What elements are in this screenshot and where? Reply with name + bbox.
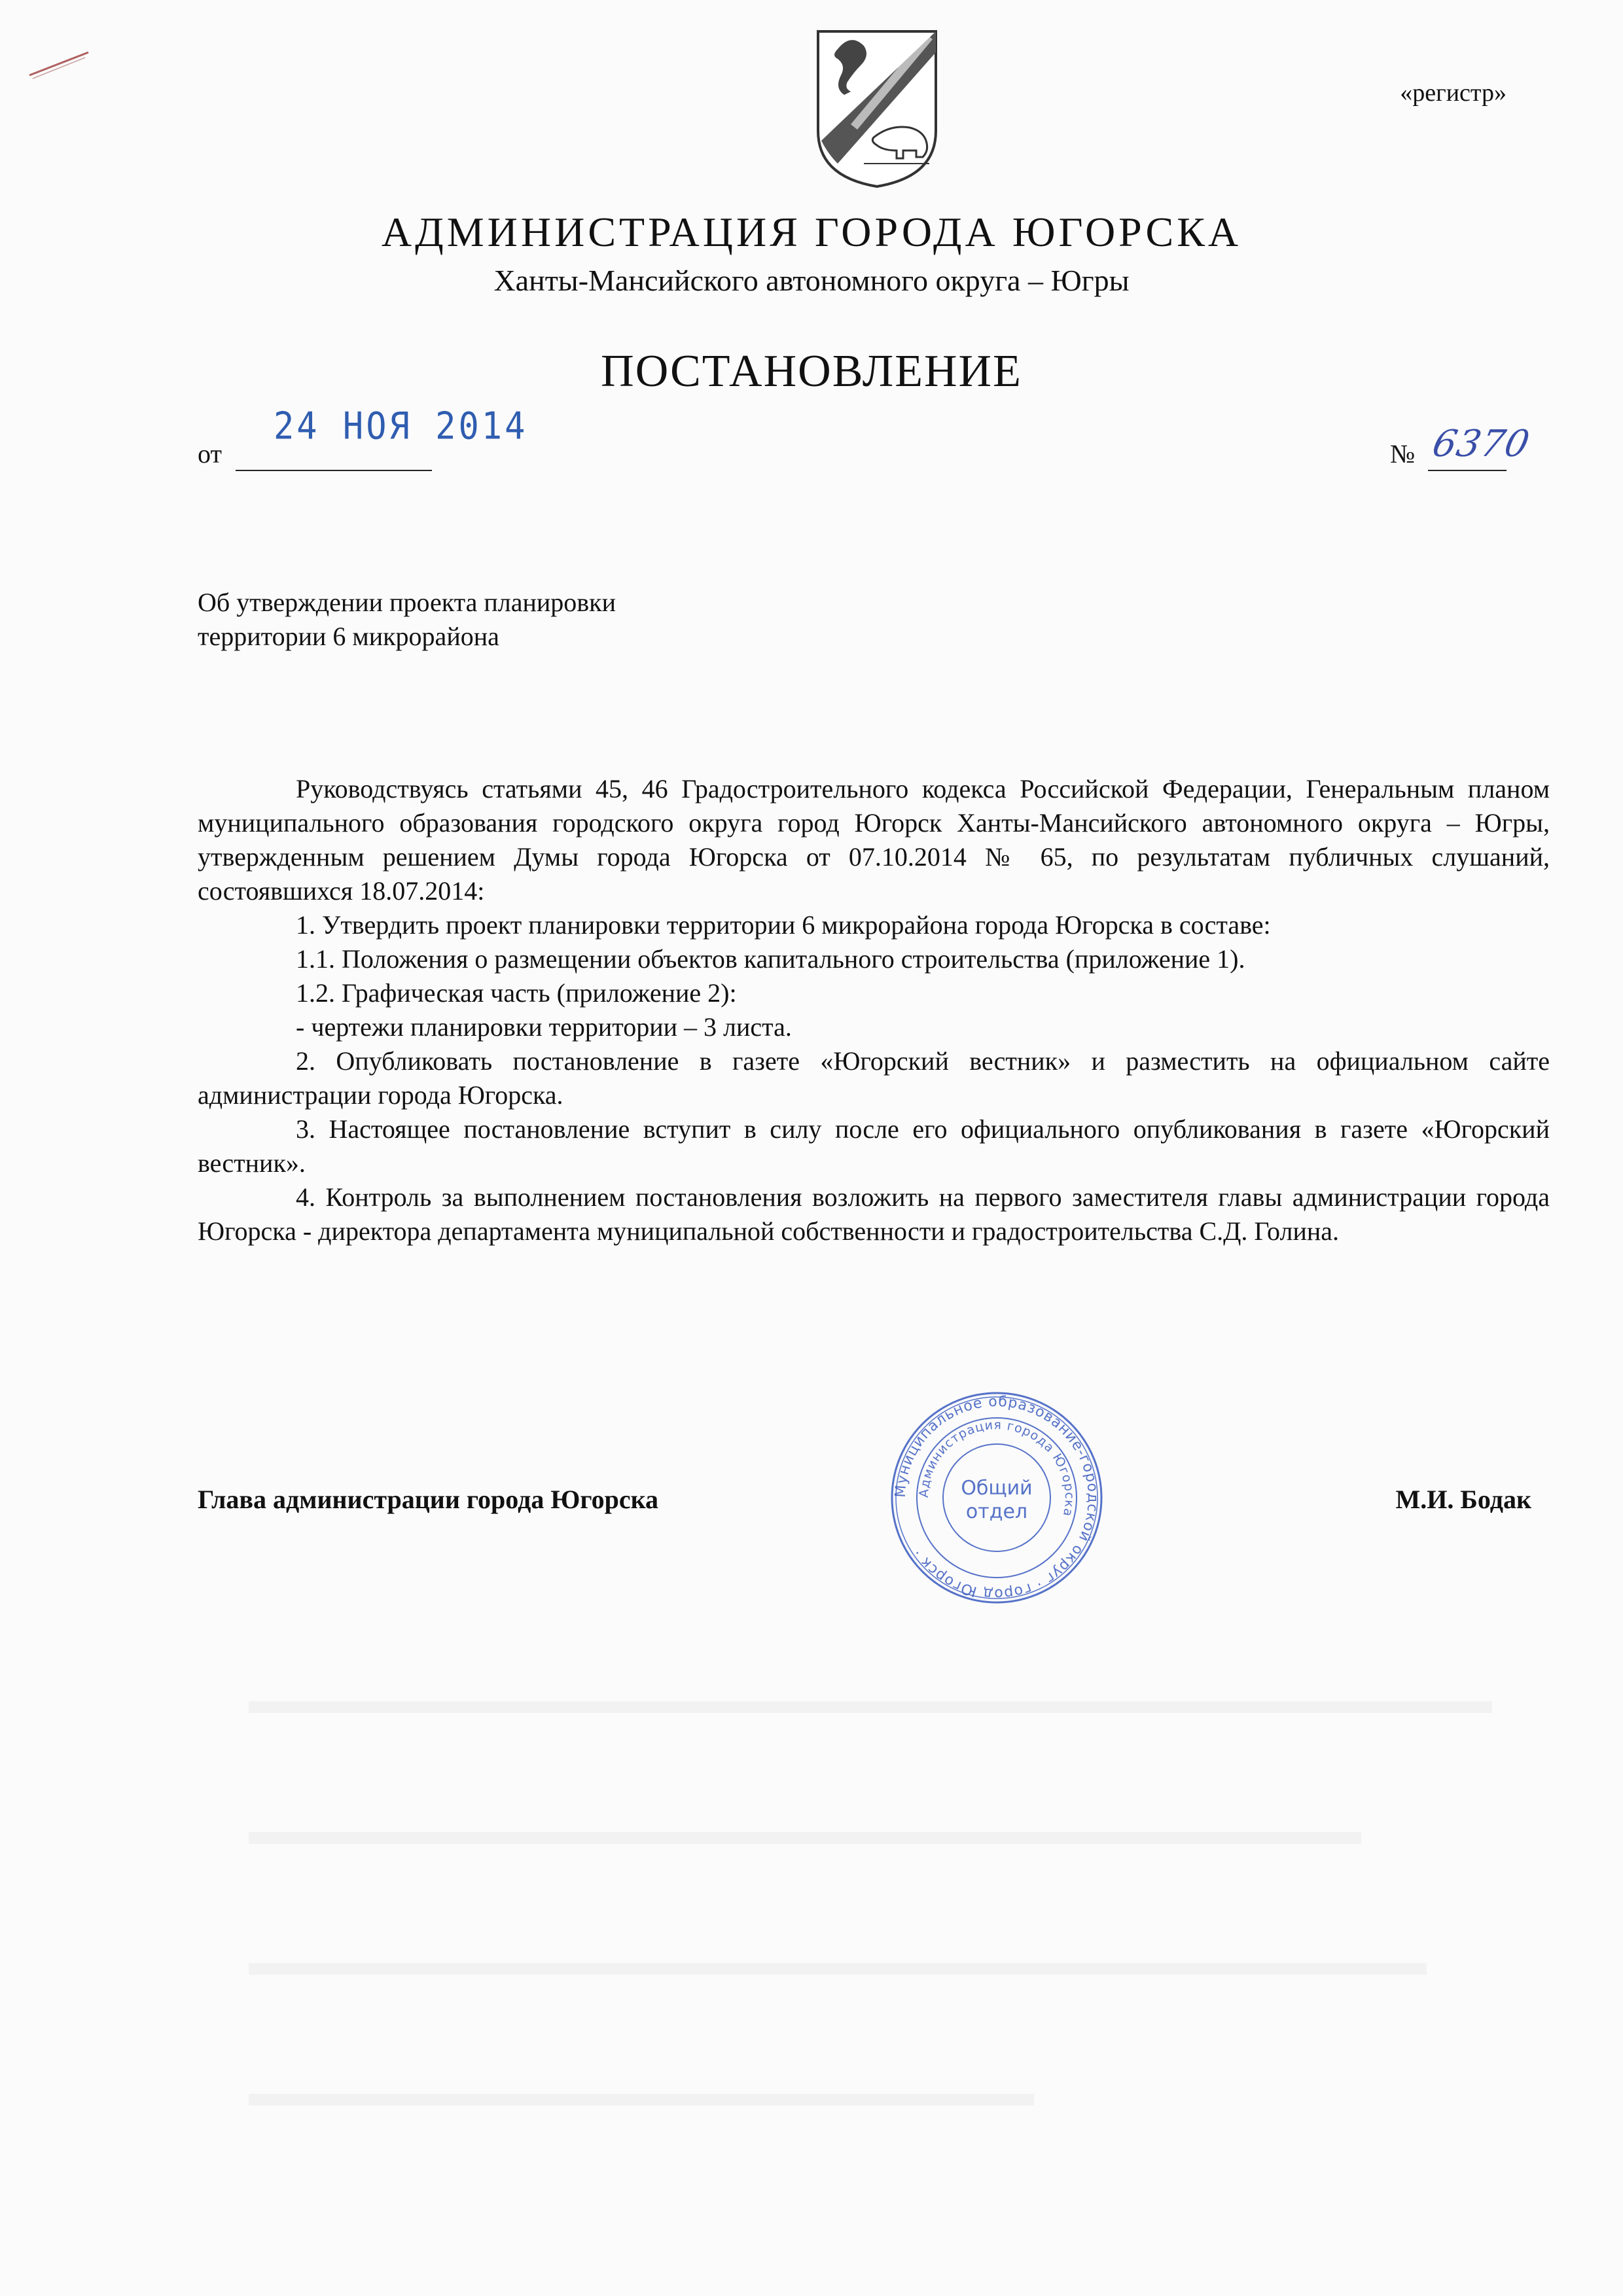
document-number: 6370 <box>1429 423 1534 465</box>
signatory-position: Глава администрации города Югорска <box>198 1485 659 1514</box>
document-type-heading: ПОСТАНОВЛЕНИЕ <box>601 346 1022 397</box>
subject-line-2: территории 6 микрорайона <box>198 622 499 651</box>
seal-inner-ring-text: Администрация города Югорска <box>916 1417 1077 1519</box>
body-paragraph: 4. Контроль за выполнением постановления возложить на первого заместителя главы администрации города Югорска - директора департамента муниципальной собственности и градостроительства С.Д. Голина. <box>198 1182 1550 1246</box>
subject-line-1: Об утверждении проекта планировки <box>198 588 616 617</box>
seal-center-line-2: отдел <box>965 1500 1028 1523</box>
coat-of-arms-icon <box>812 26 942 190</box>
date-stamp: 24 НОЯ 2014 <box>274 405 528 448</box>
organization-subtitle: Ханты-Мансийского автономного округа – Югры <box>493 264 1130 297</box>
body-paragraph: 1.2. Графическая часть (приложение 2): <box>296 978 737 1008</box>
body-paragraph: - чертежи планировки территории – 3 листа. <box>296 1012 792 1042</box>
scan-bleed-through <box>249 1963 1427 1975</box>
document-body <box>198 772 1550 1248</box>
number-underline <box>1428 470 1507 471</box>
body-paragraph: 2. Опубликовать постановление в газете «Югорский вестник» и разместить на официальном сайте администрации города Югорска. <box>198 1046 1550 1110</box>
body-paragraph: 1.1. Положения о размещении объектов капитального строительства (приложение 1). <box>296 944 1245 974</box>
document-subject <box>198 586 616 654</box>
register-mark: «регистр» <box>1400 79 1507 107</box>
body-paragraph: 3. Настоящее постановление вступит в силу после его официального опубликования в газете «Югорский вестник». <box>198 1114 1550 1178</box>
body-paragraph: Руководствуясь статьями 45, 46 Градостроительного кодекса Российской Федерации, Генеральным планом муниципального образования городского округа город Югорск Ханты-Мансийского автономного округа – Югры, утвержденным решением Думы города Югорска от 07.10.2014 № 65, по результатам публичных слушаний, состоявшихся 18.07.2014: <box>198 774 1550 906</box>
scan-bleed-through <box>249 1832 1361 1844</box>
scan-bleed-through <box>249 1701 1492 1713</box>
body-paragraph: 1. Утвердить проект планировки территории 6 микрорайона города Югорска в составе: <box>296 910 1271 940</box>
signatory-name: М.И. Бодак <box>1395 1485 1531 1514</box>
seal-ring-text: Муниципальное образование-городской округ · город Югорск · <box>892 1393 1101 1602</box>
scan-scratch-mark <box>26 46 92 85</box>
official-seal-icon <box>889 1390 1105 1606</box>
scan-bleed-through <box>249 2094 1034 2106</box>
date-underline <box>236 470 432 471</box>
date-label: от <box>198 439 222 468</box>
organization-title: АДМИНИСТРАЦИЯ ГОРОДА ЮГОРСКА <box>381 209 1242 255</box>
number-label: № <box>1390 439 1416 468</box>
seal-center-line-1: Общий <box>961 1477 1033 1500</box>
